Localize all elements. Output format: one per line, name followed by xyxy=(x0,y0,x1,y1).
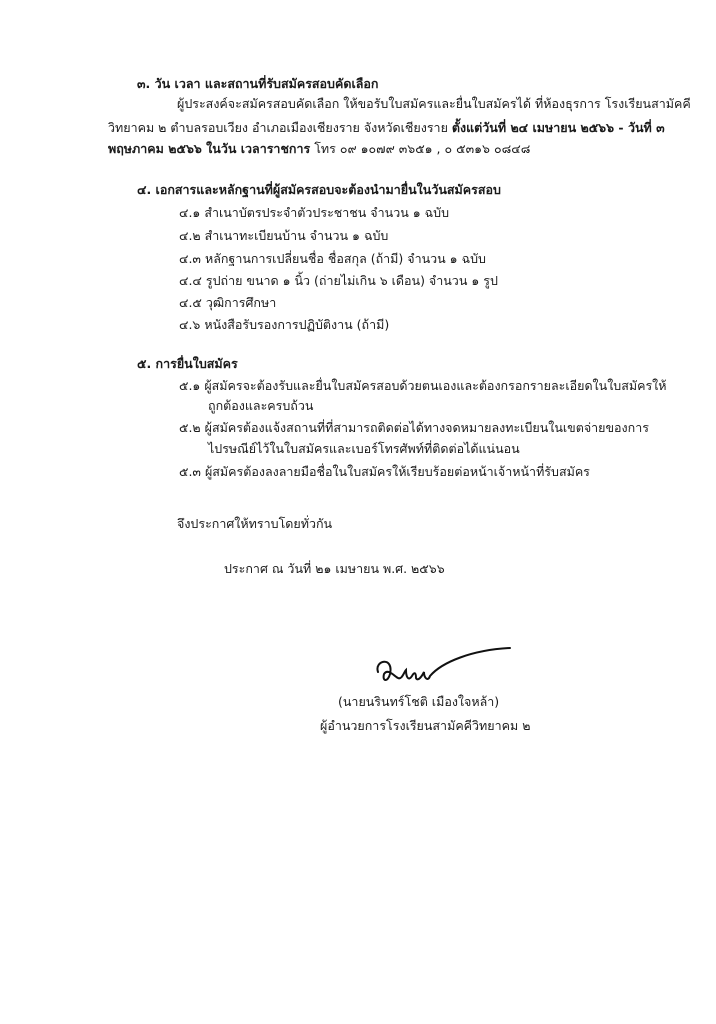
section-4-item-4: ๔.๔ รูปถ่าย ขนาด ๑ นิ้ว (ถ่ายไม่เกิน ๖ เดือน) จำนวน ๑ รูป xyxy=(179,273,498,288)
section-3-heading: ๓. วัน เวลา และสถานที่รับสมัครสอบคัดเลือก xyxy=(137,76,379,91)
section-5-item-1-line-2: ถูกต้องและครบถ้วน xyxy=(208,398,314,413)
section-3-paragraph-line-1: ผู้ประสงค์จะสมัครสอบคัดเลือก ให้ขอรับใบสมัครและยื่นใบสมัครได้ ที่ห้องธุรการ โรงเรียนสามัคคี xyxy=(177,96,691,111)
section-4-item-5: ๔.๕ วุฒิการศึกษา xyxy=(179,295,277,310)
section-4-item-6: ๔.๖ หนังสือรับรองการปฏิบัติงาน (ถ้ามี) xyxy=(179,317,390,332)
section-5-item-2-line-1: ๕.๒ ผู้สมัครต้องแจ้งสถานที่ที่สามารถติดต่อได้ทางจดหมายลงทะเบียนในเขตจ่ายของการ xyxy=(179,420,649,435)
section-5-item-3: ๕.๓ ผู้สมัครต้องลงลายมือชื่อในใบสมัครให้เรียบร้อยต่อหน้าเจ้าหน้าที่รับสมัคร xyxy=(179,464,590,479)
announcement-text: จึงประกาศให้ทราบโดยทั่วกัน xyxy=(177,516,333,531)
announcement-date: ประกาศ ณ วันที่ ๒๑ เมษายน พ.ศ. ๒๕๖๖ xyxy=(224,561,445,576)
section-4-item-2: ๔.๒ สำเนาทะเบียนบ้าน จำนวน ๑ ฉบับ xyxy=(179,228,389,243)
section-5-heading: ๕. การยื่นใบสมัคร xyxy=(137,356,238,371)
section-4-heading: ๔. เอกสารและหลักฐานที่ผู้สมัครสอบจะต้องนำมายื่นในวันสมัครสอบ xyxy=(137,182,501,197)
signature-image xyxy=(372,642,512,692)
section-5-item-2-line-2: ไปรษณีย์ไว้ในใบสมัครและเบอร์โทรศัพท์ที่ติดต่อได้แน่นอน xyxy=(208,441,520,456)
section-4-item-3: ๔.๓ หลักฐานการเปลี่ยนชื่อ ชื่อสกุล (ถ้ามี) จำนวน ๑ ฉบับ xyxy=(179,251,486,266)
section-4-item-1: ๔.๑ สำเนาบัตรประจำตัวประชาชน จำนวน ๑ ฉบับ xyxy=(179,205,450,220)
section-5-item-1-line-1: ๕.๑ ผู้สมัครจะต้องรับและยื่นใบสมัครสอบด้วยตนเองและต้องกรอกรายละเอียดในใบสมัครให้ xyxy=(179,378,667,393)
section-3-paragraph-line-2 xyxy=(108,120,665,136)
section-3-paragraph-line-3 xyxy=(108,141,530,157)
section-3-text: วิทยาคม ๒ ตำบลรอบเวียง อำเภอเมืองเชียงราย จังหวัดเชียงราย xyxy=(108,120,448,135)
section-3-date-range-start: ตั้งแต่วันที่ ๒๔ เมษายน ๒๕๖๖ - วันที่ ๓ xyxy=(451,120,665,135)
section-3-phones: โทร ๐๙ ๑๐๗๙ ๓๖๕๑ , ๐ ๕๓๑๖ ๐๘๔๘ xyxy=(314,141,531,156)
section-3-date-range-end: พฤษภาคม ๒๕๖๖ ในวัน เวลาราชการ xyxy=(108,141,311,156)
signatory-name: (นายนรินทร์โชติ เมืองใจหล้า) xyxy=(338,694,500,709)
signatory-position: ผู้อำนวยการโรงเรียนสามัคคีวิทยาคม ๒ xyxy=(320,718,531,733)
